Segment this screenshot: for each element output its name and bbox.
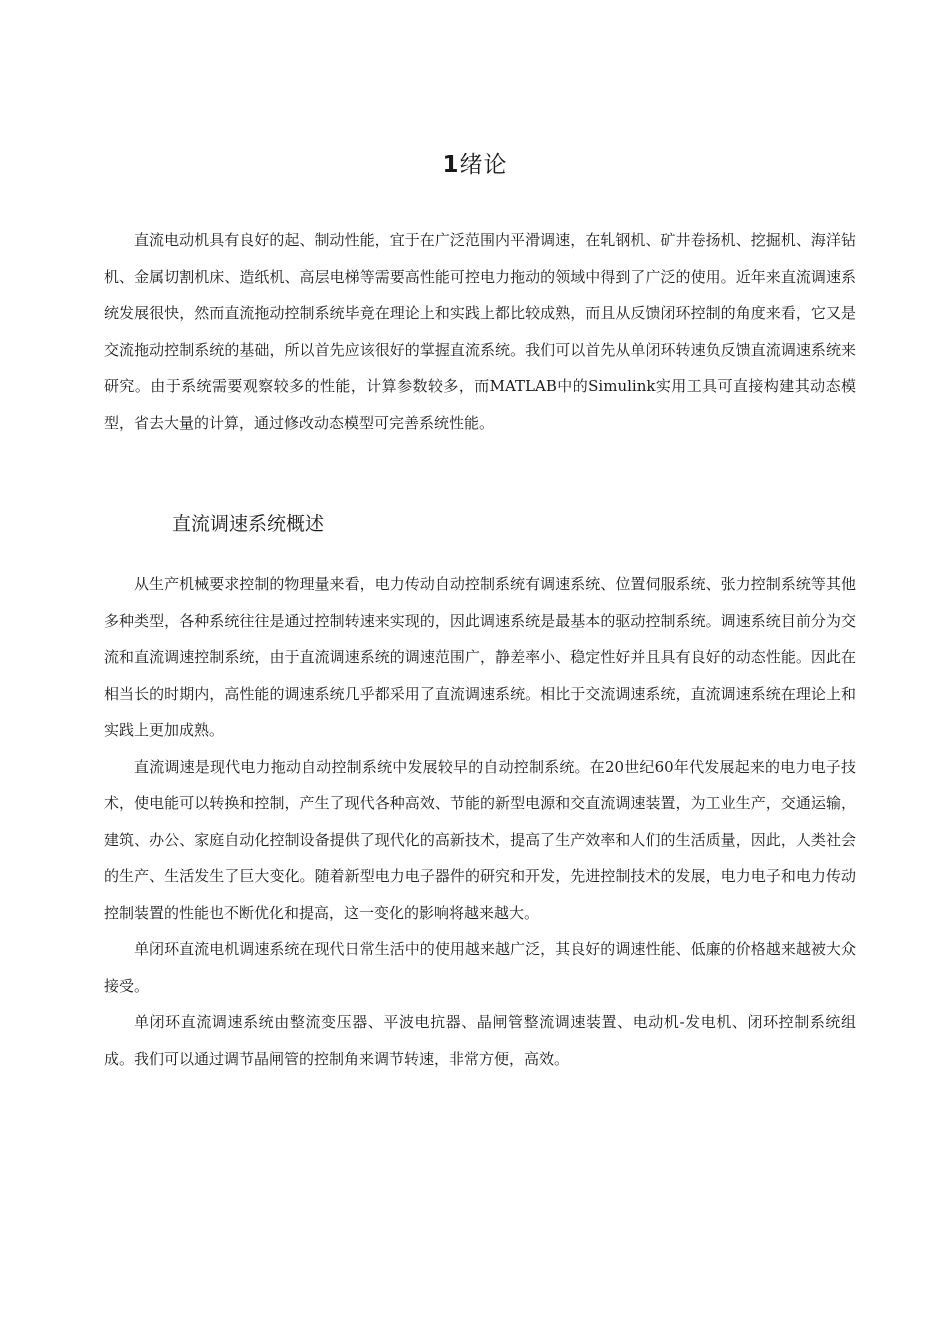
intro-section bbox=[104, 222, 856, 441]
chapter-number: 1 bbox=[442, 152, 460, 178]
overview-paragraph-3: 单闭环直流电机调速系统在现代日常生活中的使用越来越广泛，其良好的调速性能、低廉的价格越来越被大众接受。 bbox=[104, 940, 856, 995]
chapter-title bbox=[0, 148, 950, 182]
chapter-title-text: 绪论 bbox=[459, 152, 508, 178]
intro-paragraph: 直流电动机具有良好的起、制动性能，宜于在广泛范围内平滑调速，在轧钢机、矿井卷扬机、挖掘机、海洋钻机、金属切割机床、造纸机、高层电梯等需要高性能可控电力拖动的领域中得到了广泛的使用。近年来直流调速系统发展很快，然而直流拖动控制系统毕竟在理论上和实践上都比较成熟，而且从反馈闭环控制的角度来看，它又是交流拖动控制系统的基础，所以首先应该很好的掌握直流系统。我们可以首先从单闭环转速负反馈直流调速系统来研究。由于系统需要观察较多的性能，计算参数较多，而MATLAB中的Simulink实用工具可直接构建其动态模型，省去大量的计算，通过修改动态模型可完善系统性能。 bbox=[104, 231, 856, 432]
overview-section bbox=[104, 566, 856, 1077]
section-heading: 直流调速系统概述 bbox=[172, 513, 325, 535]
overview-paragraph-1: 从生产机械要求控制的物理量来看，电力传动自动控制系统有调速系统、位置伺服系统、张力控制系统等其他多种类型，各种系统往往是通过控制转速来实现的，因此调速系统是最基本的驱动控制系统。调速系统目前分为交流和直流调速控制系统，由于直流调速系统的调速范围广，静差率小、稳定性好并且具有良好的动态性能。因此在相当长的时期内，高性能的调速系统几乎都采用了直流调速系统。相比于交流调速系统，直流调速系统在理论上和实践上更加成熟。 bbox=[104, 575, 856, 739]
overview-paragraph-4: 单闭环直流调速系统由整流变压器、平波电抗器、晶闸管整流调速装置、电动机-发电机、闭环控制系统组成。我们可以通过调节晶闸管的控制角来调节转速，非常方便，高效。 bbox=[104, 1013, 856, 1068]
overview-paragraph-2: 直流调速是现代电力拖动自动控制系统中发展较早的自动控制系统。在20世纪60年代发展起来的电力电子技术，使电能可以转换和控制，产生了现代各种高效、节能的新型电源和交直流调速装置，为工业生产，交通运输，建筑、办公、家庭自动化控制设备提供了现代化的高新技术，提高了生产效率和人们的生活质量，因此，人类社会的生产、生活发生了巨大变化。随着新型电力电子器件的研究和开发，先进控制技术的发展，电力电子和电力传动控制装置的性能也不断优化和提高，这一变化的影响将越来越大。 bbox=[104, 757, 856, 922]
